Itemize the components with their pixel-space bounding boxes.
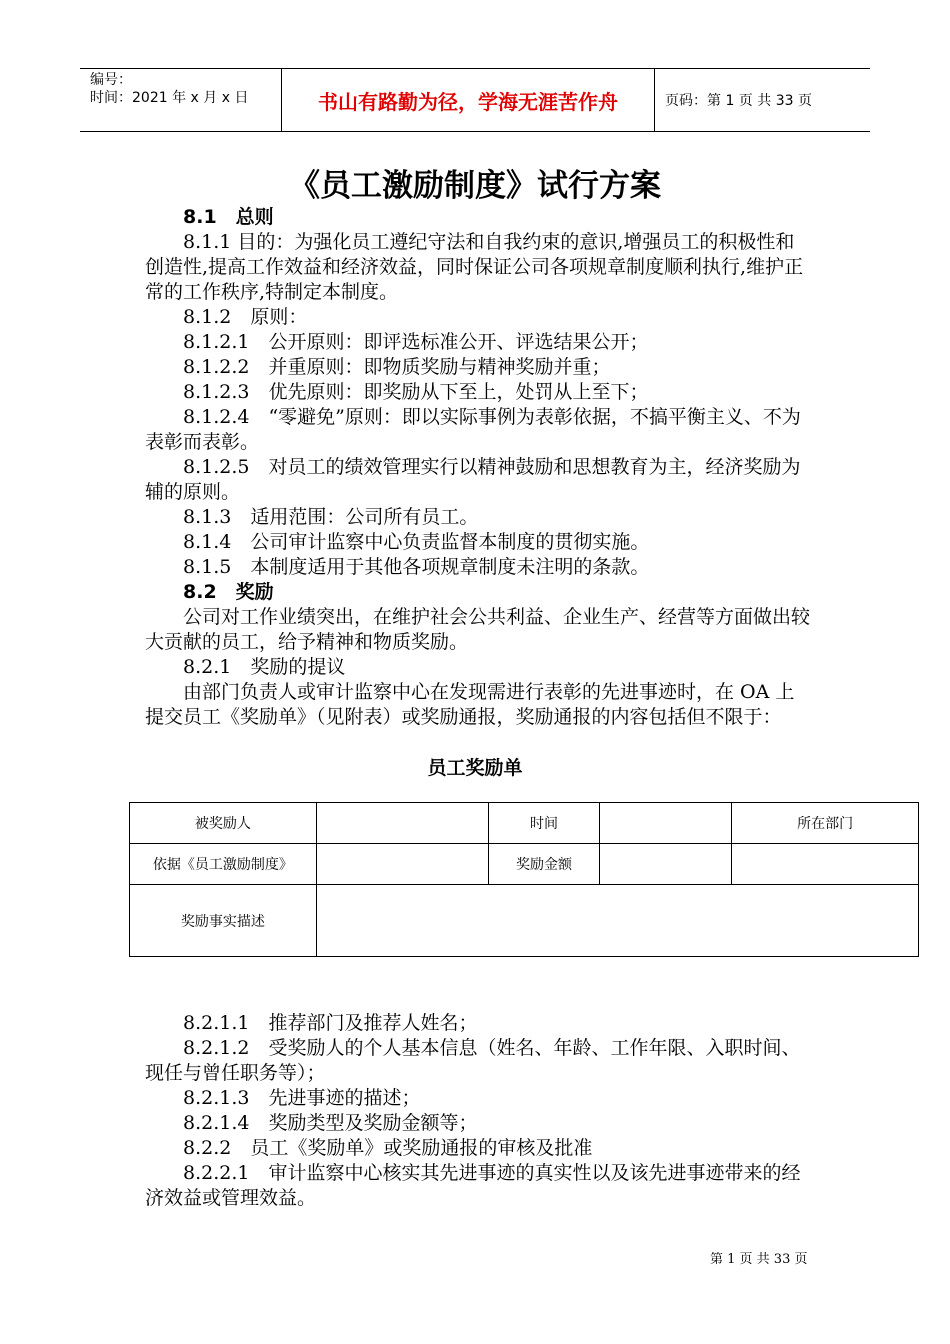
paragraph-8-2-1-4: 8.2.1.4 奖励类型及奖励金额等； — [183, 1112, 478, 1134]
paragraph-8-1-4: 8.1.4 公司审计监察中心负责监督本制度的贯彻实施。 — [183, 531, 650, 553]
paragraph-8-1-2-3: 8.1.2.3 优先原则：即奖励从下至上，处罚从上至下； — [183, 381, 649, 403]
paragraph-8-1-2-2: 8.1.2.2 并重原则：即物质奖励与精神奖励并重； — [183, 356, 611, 378]
paragraph-8-2-1-3: 8.2.1.3 先进事迹的描述； — [183, 1087, 421, 1109]
section-heading-8-1: 8.1 总则 — [183, 206, 274, 228]
header-motto: 书山有路勤为径，学海无涯苦作舟 — [282, 69, 655, 131]
section-after-form — [145, 1011, 810, 1211]
document-title: 《员工激励制度》试行方案 — [289, 168, 661, 204]
table-row — [130, 844, 919, 885]
cell-description-label: 奖励事实描述 — [130, 885, 317, 957]
paragraph-8-1-1: 8.1.1 目的：为强化员工遵纪守法和自我约束的意识,增强员工的积极性和创造性,提高工作效益和经济效益，同时保证公司各项规章制度顺利执行,维护正常的工作秩序,特制定本制度。 — [145, 231, 804, 303]
paragraph-8-1-2-5: 8.1.2.5 对员工的绩效管理实行以精神鼓励和思想教育为主，经济奖励为辅的原则。 — [145, 456, 801, 503]
page-header — [80, 68, 870, 132]
cell-amount-label: 奖励金额 — [488, 844, 600, 885]
paragraph-8-1-2: 8.1.2 原则： — [183, 306, 308, 328]
paragraph-8-2-2: 8.2.2 员工《奖励单》或奖励通报的审核及批准 — [183, 1137, 593, 1159]
table-row — [130, 885, 919, 957]
cell-time-label: 时间 — [488, 803, 600, 844]
paragraph-8-2-1-text: 由部门负责人或审计监察中心在发现需进行表彰的先进事迹时，在 OA 上提交员工《奖励单》（见附表）或奖励通报，奖励通报的内容包括但不限于： — [145, 681, 795, 728]
paragraph-8-2-1: 8.2.1 奖励的提议 — [183, 656, 346, 678]
cell-department-label: 所在部门 — [732, 803, 919, 844]
paragraph-8-2-1-1: 8.2.1.1 推荐部门及推荐人姓名； — [183, 1012, 478, 1034]
cell-basis-label: 依据《员工激励制度》 — [130, 844, 317, 885]
cell-basis-value[interactable] — [316, 844, 488, 885]
paragraph-8-1-5: 8.1.5 本制度适用于其他各项规章制度未注明的条款。 — [183, 556, 650, 578]
section-heading-8-2: 8.2 奖励 — [183, 581, 274, 603]
cell-amount-value[interactable] — [600, 844, 732, 885]
number-label: 编号： — [90, 72, 132, 88]
table-row — [130, 803, 919, 844]
paragraph-8-1-2-4: 8.1.2.4 “零避免”原则：即以实际事例为表彰依据，不搞平衡主义、不为表彰而表彰。 — [145, 406, 801, 453]
reward-form-table — [129, 802, 919, 957]
cell-department-value[interactable] — [732, 844, 919, 885]
paragraph-8-2-intro: 公司对工作业绩突出，在维护社会公共利益、企业生产、经营等方面做出较大贡献的员工，给予精神和物质奖励。 — [145, 606, 811, 653]
paragraph-8-1-3: 8.1.3 适用范围：公司所有员工。 — [183, 506, 479, 528]
form-title — [0, 753, 950, 780]
cell-description-value[interactable] — [316, 885, 918, 957]
paragraph-8-2-2-1: 8.2.2.1 审计监察中心核实其先进事迹的真实性以及该先进事迹带来的经济效益或管理效益。 — [145, 1162, 801, 1209]
form-title-text: 员工奖励单 — [427, 757, 523, 779]
section-8-1 — [145, 205, 810, 730]
cell-awardee-value[interactable] — [316, 803, 488, 844]
time-label: 时间：2021 年 x 月 x 日 — [90, 90, 249, 106]
header-page-label: 页码：第 1 页 共 33 页 — [665, 93, 812, 109]
cell-time-value[interactable] — [600, 803, 732, 844]
page-footer: 第 1 页 共 33 页 — [710, 1252, 808, 1267]
paragraph-8-1-2-1: 8.1.2.1 公开原则：即评选标准公开、评选结果公开； — [183, 331, 649, 353]
header-meta — [80, 69, 282, 131]
paragraph-8-2-1-2: 8.2.1.2 受奖励人的个人基本信息（姓名、年龄、工作年限、入职时间、现任与曾任职务等）； — [145, 1037, 801, 1084]
cell-awardee-label: 被奖励人 — [130, 803, 317, 844]
